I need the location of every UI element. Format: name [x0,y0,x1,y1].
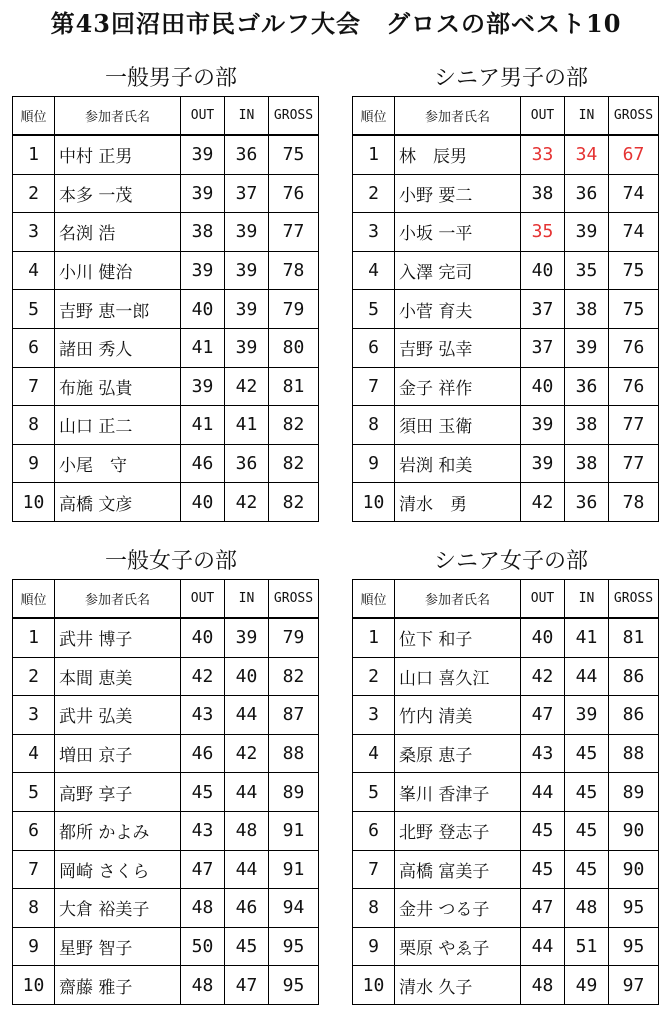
rank-cell: 7 [13,850,55,889]
name-cell: 小野 要二 [395,174,521,213]
name-cell: 本間 恵美 [55,657,181,696]
name-cell: 入澤 完司 [395,251,521,290]
rank-cell: 9 [13,927,55,966]
rank-cell: 2 [13,174,55,213]
in-cell: 39 [225,328,269,367]
in-cell: 36 [225,135,269,174]
name-cell: 須田 玉衛 [395,406,521,445]
gross-cell: 77 [609,444,659,483]
name-header: 参加者氏名 [55,580,181,619]
gross-header: GROSS [269,580,319,619]
out-cell: 42 [521,657,565,696]
gross-cell: 88 [609,734,659,773]
name-cell: 諸田 秀人 [55,328,181,367]
table-row [13,174,319,213]
table-row [13,889,319,928]
table-row [13,367,319,406]
name-cell: 高橋 文彦 [55,483,181,522]
table-row [353,406,659,445]
gross-cell: 75 [269,135,319,174]
out-cell: 43 [521,734,565,773]
rank-cell: 4 [353,251,395,290]
out-cell: 47 [181,850,225,889]
table-row [13,290,319,329]
table-row [353,966,659,1005]
in-cell: 42 [225,367,269,406]
table-row [13,850,319,889]
name-cell: 武井 博子 [55,618,181,657]
in-cell: 49 [565,966,609,1005]
out-cell: 44 [521,927,565,966]
table-row [13,135,319,174]
in-cell: 39 [565,328,609,367]
gross-header: GROSS [269,97,319,136]
rank-cell: 4 [353,734,395,773]
results-table [12,579,319,1005]
rank-header: 順位 [13,580,55,619]
name-cell: 清水 久子 [395,966,521,1005]
rank-header: 順位 [353,580,395,619]
in-cell: 41 [225,406,269,445]
table-row [353,174,659,213]
section-general-men [12,62,318,522]
in-cell: 44 [225,850,269,889]
name-cell: 布施 弘貴 [55,367,181,406]
name-cell: 吉野 弘幸 [395,328,521,367]
out-cell: 38 [521,174,565,213]
name-cell: 竹内 清美 [395,696,521,735]
gross-cell: 74 [609,213,659,252]
name-header: 参加者氏名 [395,580,521,619]
in-cell: 48 [225,811,269,850]
in-cell: 45 [565,773,609,812]
results-table [352,579,659,1005]
gross-header: GROSS [609,97,659,136]
name-cell: 高野 享子 [55,773,181,812]
in-cell: 45 [565,734,609,773]
in-cell: 42 [225,483,269,522]
table-row [13,811,319,850]
out-cell: 40 [181,618,225,657]
name-cell: 金子 祥作 [395,367,521,406]
table-row [13,328,319,367]
in-cell: 36 [225,444,269,483]
name-cell: 峯川 香津子 [395,773,521,812]
in-cell: 47 [225,966,269,1005]
rank-cell: 10 [353,966,395,1005]
results-table [12,96,319,522]
table-row [13,773,319,812]
gross-cell: 76 [609,328,659,367]
gross-cell: 86 [609,696,659,735]
out-cell: 40 [521,618,565,657]
out-cell: 44 [521,773,565,812]
in-cell: 48 [565,889,609,928]
gross-cell: 77 [609,406,659,445]
section-title: シニア男子の部 [433,66,588,91]
table-row [353,850,659,889]
table-row [13,734,319,773]
rank-cell: 4 [13,251,55,290]
gross-cell: 91 [269,811,319,850]
in-cell: 45 [565,811,609,850]
rank-cell: 1 [13,135,55,174]
in-cell: 36 [565,367,609,406]
results-table [352,96,659,522]
gross-cell: 75 [609,290,659,329]
out-cell: 48 [521,966,565,1005]
rank-cell: 6 [353,328,395,367]
out-cell: 40 [521,367,565,406]
gross-cell: 78 [269,251,319,290]
table-row [13,406,319,445]
name-header: 参加者氏名 [395,97,521,136]
out-cell: 47 [521,889,565,928]
gross-cell: 80 [269,328,319,367]
out-cell: 41 [181,328,225,367]
gross-cell: 76 [609,367,659,406]
table-row [13,927,319,966]
name-cell: 北野 登志子 [395,811,521,850]
rank-cell: 6 [13,811,55,850]
section-general-women [12,545,318,1005]
page-title: 第43回沼田市民ゴルフ大会 グロスの部ベスト10 [50,9,622,38]
table-row [353,927,659,966]
name-cell: 増田 京子 [55,734,181,773]
rank-cell: 1 [353,135,395,174]
name-cell: 山口 正二 [55,406,181,445]
out-cell: 45 [181,773,225,812]
section-senior-women [352,545,658,1005]
gross-cell: 94 [269,889,319,928]
out-cell: 39 [181,135,225,174]
gross-cell: 88 [269,734,319,773]
rank-cell: 1 [13,618,55,657]
gross-cell: 74 [609,174,659,213]
in-cell: 46 [225,889,269,928]
table-row [13,696,319,735]
gross-cell: 90 [609,850,659,889]
gross-cell: 82 [269,657,319,696]
section-title: シニア女子の部 [433,549,588,574]
table-row [13,483,319,522]
section-title: 一般男子の部 [104,66,237,91]
rank-cell: 1 [353,618,395,657]
out-cell: 39 [181,367,225,406]
gross-cell: 95 [609,889,659,928]
gross-cell: 79 [269,290,319,329]
gross-header: GROSS [609,580,659,619]
table-row [353,889,659,928]
table-row [13,966,319,1005]
out-cell: 40 [181,290,225,329]
table-row [353,734,659,773]
in-cell: 36 [565,483,609,522]
rank-cell: 7 [13,367,55,406]
in-cell: 41 [565,618,609,657]
gross-cell: 91 [269,850,319,889]
rank-cell: 10 [13,483,55,522]
out-cell: 48 [181,966,225,1005]
gross-cell: 82 [269,406,319,445]
table-row [13,657,319,696]
in-cell: 36 [565,174,609,213]
out-cell: 39 [181,174,225,213]
table-row [353,213,659,252]
in-cell: 45 [565,850,609,889]
name-cell: 清水 勇 [395,483,521,522]
name-cell: 高橋 富美子 [395,850,521,889]
out-cell: 45 [521,811,565,850]
name-cell: 栗原 やゑ子 [395,927,521,966]
name-cell: 都所 かよみ [55,811,181,850]
in-cell: 39 [225,618,269,657]
rank-cell: 9 [353,444,395,483]
name-cell: 小坂 一平 [395,213,521,252]
gross-cell: 86 [609,657,659,696]
name-cell: 吉野 恵一郎 [55,290,181,329]
gross-cell: 82 [269,483,319,522]
in-cell: 38 [565,444,609,483]
name-cell: 名渕 浩 [55,213,181,252]
table-row [13,213,319,252]
out-cell: 42 [521,483,565,522]
out-cell: 41 [181,406,225,445]
table-row [353,657,659,696]
out-cell: 40 [521,251,565,290]
in-cell: 51 [565,927,609,966]
out-cell: 50 [181,927,225,966]
in-header: IN [565,580,609,619]
name-header: 参加者氏名 [55,97,181,136]
gross-cell: 76 [269,174,319,213]
table-row [353,290,659,329]
in-header: IN [225,580,269,619]
out-cell: 46 [181,444,225,483]
name-cell: 桑原 恵子 [395,734,521,773]
gross-cell: 97 [609,966,659,1005]
name-cell: 金井 つる子 [395,889,521,928]
in-cell: 45 [225,927,269,966]
rank-cell: 3 [353,696,395,735]
name-cell: 林 辰男 [395,135,521,174]
out-cell: 33 [521,135,565,174]
in-header: IN [565,97,609,136]
name-cell: 小菅 育夫 [395,290,521,329]
rank-header: 順位 [353,97,395,136]
rank-cell: 8 [13,406,55,445]
rank-cell: 9 [353,927,395,966]
in-cell: 39 [225,290,269,329]
out-header: OUT [181,97,225,136]
gross-cell: 67 [609,135,659,174]
in-cell: 37 [225,174,269,213]
in-cell: 39 [565,696,609,735]
rank-cell: 7 [353,367,395,406]
gross-cell: 82 [269,444,319,483]
rank-cell: 3 [353,213,395,252]
gross-cell: 79 [269,618,319,657]
gross-cell: 95 [269,927,319,966]
out-header: OUT [181,580,225,619]
out-cell: 37 [521,328,565,367]
name-cell: 岩渕 和美 [395,444,521,483]
name-cell: 中村 正男 [55,135,181,174]
table-row [353,483,659,522]
in-cell: 44 [225,773,269,812]
name-cell: 大倉 裕美子 [55,889,181,928]
rank-cell: 5 [13,290,55,329]
rank-cell: 10 [13,966,55,1005]
gross-cell: 95 [269,966,319,1005]
name-cell: 武井 弘美 [55,696,181,735]
out-cell: 35 [521,213,565,252]
rank-cell: 5 [353,290,395,329]
name-cell: 小川 健治 [55,251,181,290]
rank-cell: 10 [353,483,395,522]
out-cell: 42 [181,657,225,696]
rank-cell: 3 [13,213,55,252]
in-cell: 39 [225,251,269,290]
table-row [353,811,659,850]
out-cell: 39 [521,444,565,483]
rank-cell: 4 [13,734,55,773]
table-row [13,618,319,657]
in-cell: 35 [565,251,609,290]
name-cell: 山口 喜久江 [395,657,521,696]
in-cell: 34 [565,135,609,174]
out-cell: 37 [521,290,565,329]
table-row [353,251,659,290]
name-cell: 小尾 守 [55,444,181,483]
rank-cell: 2 [353,174,395,213]
in-cell: 40 [225,657,269,696]
table-row [13,444,319,483]
out-cell: 43 [181,696,225,735]
section-title: 一般女子の部 [104,549,237,574]
gross-cell: 89 [269,773,319,812]
out-cell: 43 [181,811,225,850]
out-header: OUT [521,580,565,619]
out-cell: 39 [521,406,565,445]
out-cell: 38 [181,213,225,252]
table-row [353,696,659,735]
rank-cell: 8 [353,889,395,928]
in-cell: 39 [565,213,609,252]
table-row [353,328,659,367]
in-cell: 44 [225,696,269,735]
gross-cell: 75 [609,251,659,290]
out-cell: 46 [181,734,225,773]
name-cell: 位下 和子 [395,618,521,657]
out-header: OUT [521,97,565,136]
out-cell: 48 [181,889,225,928]
rank-cell: 8 [13,889,55,928]
rank-cell: 6 [13,328,55,367]
in-cell: 38 [565,406,609,445]
out-cell: 47 [521,696,565,735]
table-row [353,773,659,812]
out-cell: 39 [181,251,225,290]
gross-cell: 87 [269,696,319,735]
rank-cell: 5 [13,773,55,812]
rank-cell: 9 [13,444,55,483]
in-cell: 42 [225,734,269,773]
name-cell: 岡崎 さくら [55,850,181,889]
rank-cell: 6 [353,811,395,850]
name-cell: 齋藤 雅子 [55,966,181,1005]
rank-cell: 7 [353,850,395,889]
gross-cell: 81 [269,367,319,406]
gross-cell: 89 [609,773,659,812]
rank-cell: 2 [353,657,395,696]
rank-cell: 5 [353,773,395,812]
table-row [353,135,659,174]
in-cell: 44 [565,657,609,696]
in-header: IN [225,97,269,136]
gross-cell: 90 [609,811,659,850]
rank-cell: 2 [13,657,55,696]
rank-cell: 8 [353,406,395,445]
name-cell: 星野 智子 [55,927,181,966]
table-row [13,251,319,290]
table-row [353,618,659,657]
section-senior-men [352,62,658,522]
table-row [353,444,659,483]
gross-cell: 95 [609,927,659,966]
gross-cell: 81 [609,618,659,657]
gross-cell: 77 [269,213,319,252]
name-cell: 本多 一茂 [55,174,181,213]
gross-cell: 78 [609,483,659,522]
table-row [353,367,659,406]
out-cell: 40 [181,483,225,522]
in-cell: 38 [565,290,609,329]
rank-header: 順位 [13,97,55,136]
rank-cell: 3 [13,696,55,735]
out-cell: 45 [521,850,565,889]
in-cell: 39 [225,213,269,252]
